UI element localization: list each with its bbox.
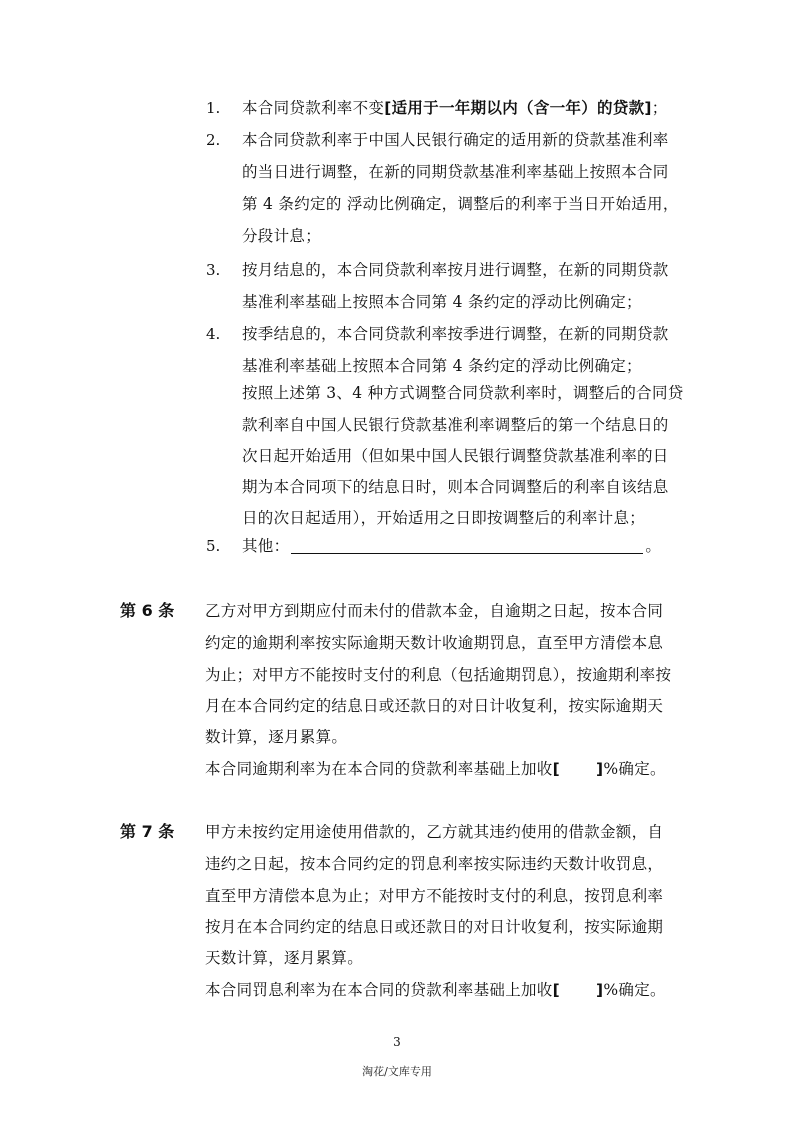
list-item-4-line: 基准利率基础上按照本合同第 4 条约定的浮动比例确定； <box>242 357 642 375</box>
article-6-rate-text: 本合同逾期利率为在本合同的贷款利率基础上加收 <box>205 760 553 778</box>
article-6-line: 月在本合同约定的结息日或还款日的对日计收复利，按实际逾期天 <box>205 697 664 715</box>
list-number-5: 5. <box>206 537 221 555</box>
article-7-rate-line <box>205 980 666 1000</box>
list-item-5 <box>242 536 661 556</box>
article-6-rate-open: [ <box>552 760 560 778</box>
list-item-2-line: 的当日进行调整，在新的同期贷款基准利率基础上按照本合同 <box>242 163 669 181</box>
article-7-line: 甲方未按约定用途使用借款的，乙方就其违约使用的借款金额，自 <box>205 823 664 841</box>
other-end: 。 <box>645 537 662 555</box>
article-7-line: 直至甲方清偿本息为止；对甲方不能按时支付的利息，按罚息利率 <box>205 887 664 905</box>
article-6-line: 约定的逾期利率按实际逾期天数计收逾期罚息，直至甲方清偿本息 <box>205 634 664 652</box>
list-item-2-line: 分段计息； <box>242 227 322 245</box>
list-item-2-line: 第 4 条约定的 浮动比例确定，调整后的利率于当日开始适用， <box>242 195 679 213</box>
article-6-line: 乙方对甲方到期应付而未付的借款本金，自逾期之日起，按本合同 <box>205 602 664 620</box>
list-item-3-line: 基准利率基础上按照本合同第 4 条约定的浮动比例确定； <box>242 293 642 311</box>
article-7-rate-end: %确定。 <box>603 981 666 999</box>
list-item-1-bold: [适用于一年期以内（含一年）的贷款] <box>384 99 652 117</box>
list-item-1 <box>242 98 668 118</box>
list-item-4-line: 期为本合同项下的结息日时，则本合同调整后的利率自该结息 <box>242 478 669 496</box>
article-7-rate-open: [ <box>552 981 560 999</box>
article-7-line: 天数计算，逐月累算。 <box>205 949 364 967</box>
list-item-1-end: ； <box>651 99 668 117</box>
list-item-4-line: 次日起开始适用（但如果中国人民银行调整贷款基准利率的日 <box>242 447 669 465</box>
list-number-2: 2. <box>206 131 221 149</box>
list-item-1-text: 本合同贷款利率不变 <box>242 99 385 117</box>
list-item-3-line: 按月结息的，本合同贷款利率按月进行调整，在新的同期贷款 <box>242 261 669 279</box>
list-number-3: 3. <box>206 261 221 279</box>
article-6-rate-line <box>205 759 666 779</box>
list-item-4-line: 款利率自中国人民银行贷款基准利率调整后的第一个结息日的 <box>242 416 669 434</box>
page-number: 3 <box>393 1035 401 1049</box>
article-7-heading: 第 7 条 <box>120 822 175 841</box>
article-6-rate-close: ] <box>596 760 604 778</box>
list-item-4-line: 日的次日起适用），开始适用之日即按调整后的利率计息； <box>242 509 646 527</box>
article-6-line: 数计算，逐月累算。 <box>205 728 348 746</box>
article-6-line: 为止；对甲方不能按时支付的利息（包括逾期罚息），按逾期利率按 <box>205 666 672 684</box>
article-7-line: 违约之日起，按本合同约定的罚息利率按实际违约天数计收罚息， <box>205 855 664 873</box>
page-footer: 淘花/文库专用 <box>362 1065 432 1078</box>
list-number-1: 1. <box>206 99 221 117</box>
article-6-heading: 第 6 条 <box>120 601 175 620</box>
list-item-4-line: 按照上述第 3、4 种方式调整合同贷款利率时，调整后的合同贷 <box>242 384 684 402</box>
article-7-rate-text: 本合同罚息利率为在本合同的贷款利率基础上加收 <box>205 981 553 999</box>
list-item-2-line: 本合同贷款利率于中国人民银行确定的适用新的贷款基准利率 <box>242 131 669 149</box>
other-label: 其他： <box>242 537 290 555</box>
article-7-line: 按月在本合同约定的结息日或还款日的对日计收复利，按实际逾期 <box>205 918 664 936</box>
other-fill-in-blank[interactable] <box>291 537 643 554</box>
list-item-4-line: 按季结息的，本合同贷款利率按季进行调整，在新的同期贷款 <box>242 325 669 343</box>
article-7-rate-close: ] <box>596 981 604 999</box>
article-6-rate-end: %确定。 <box>603 760 666 778</box>
list-number-4: 4. <box>206 325 221 343</box>
